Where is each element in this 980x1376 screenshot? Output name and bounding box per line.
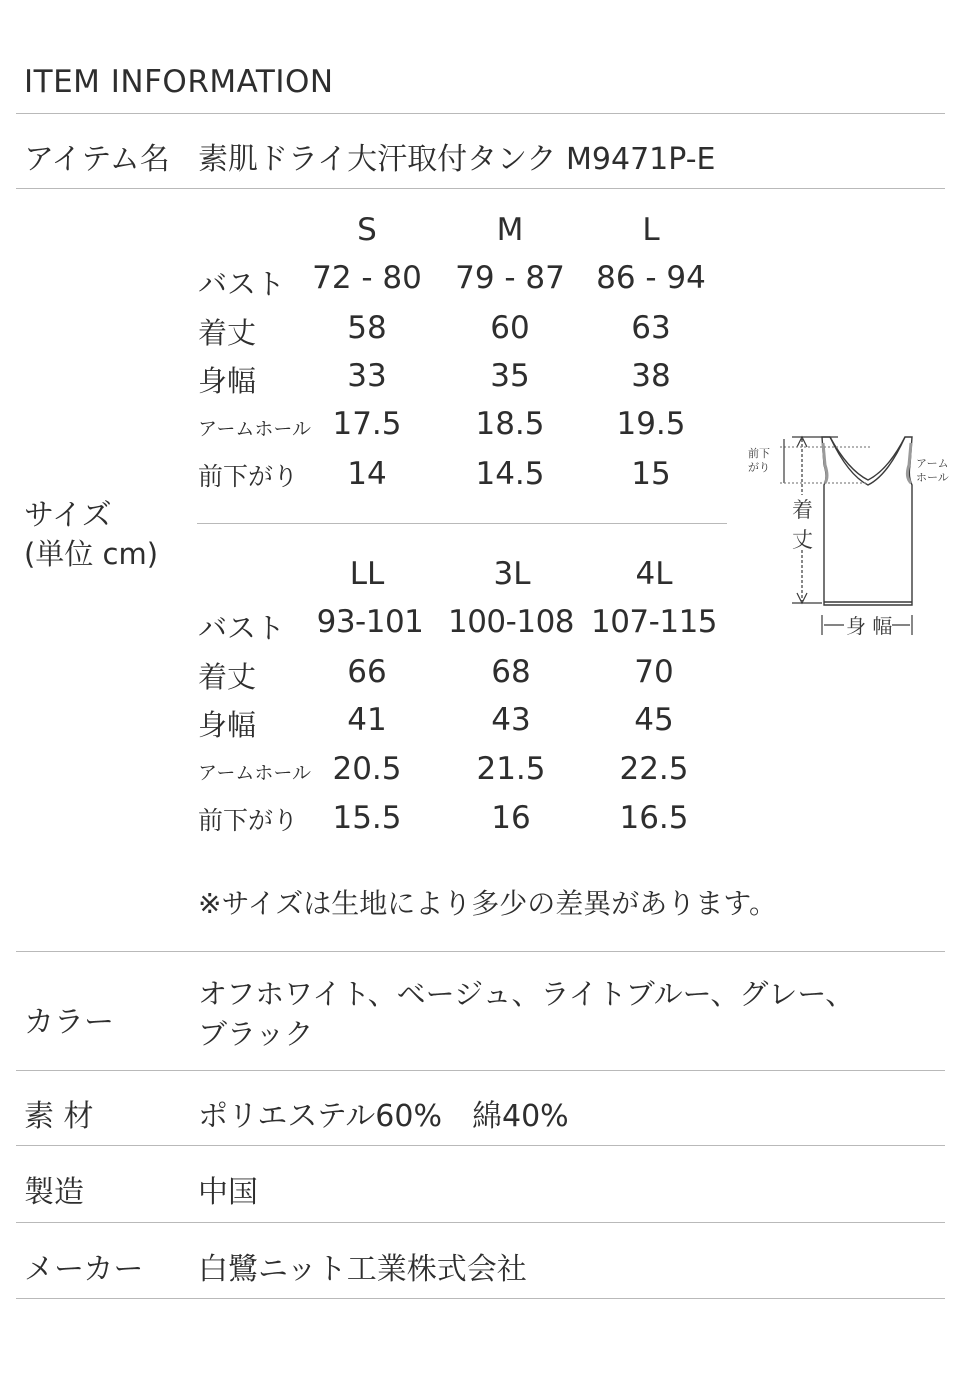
table-cell: 45 xyxy=(634,702,674,738)
size-header: 4L xyxy=(635,556,673,592)
row-label-front-drop: 前下がり xyxy=(198,806,299,835)
divider xyxy=(16,1222,945,1223)
diagram-front-drop-label: がり xyxy=(748,461,770,474)
size-header: L xyxy=(642,212,660,248)
size-note: ※サイズは生地により多少の差異があります。 xyxy=(198,887,777,920)
table-cell: 41 xyxy=(347,702,387,738)
table-cell: 20.5 xyxy=(332,751,402,787)
divider xyxy=(16,1298,945,1299)
tank-top-outline xyxy=(822,437,912,605)
row-label-length: 着丈 xyxy=(198,316,257,350)
diagram-length-label: 丈 xyxy=(792,528,813,552)
table-cell: 21.5 xyxy=(476,751,546,787)
row-label-bust: バスト xyxy=(198,267,286,301)
size-header: M xyxy=(496,212,524,248)
table-cell: 72 - 80 xyxy=(312,260,422,296)
row-label-armhole: アームホール xyxy=(198,418,312,440)
diagram-armhole-label: ホール xyxy=(916,471,949,484)
table-cell: 38 xyxy=(631,358,671,394)
table-cell: 33 xyxy=(347,358,387,394)
table-cell: 22.5 xyxy=(619,751,689,787)
table-cell: 16.5 xyxy=(619,800,689,836)
material-label: 素 材 xyxy=(24,1099,94,1134)
item-name-value: 素肌ドライ大汗取付タンク M9471P-E xyxy=(198,142,716,177)
divider xyxy=(16,1145,945,1146)
row-label-front-drop: 前下がり xyxy=(198,462,299,491)
table-cell: 15 xyxy=(631,456,671,492)
size-header: LL xyxy=(349,556,385,592)
table-cell: 100-108 xyxy=(447,604,575,640)
table-cell: 107-115 xyxy=(590,604,718,640)
maker-label: メーカー xyxy=(24,1252,144,1287)
color-value: ブラック xyxy=(198,1017,314,1051)
table-cell: 79 - 87 xyxy=(455,260,565,296)
table-cell: 58 xyxy=(347,310,387,346)
table-cell: 60 xyxy=(490,310,530,346)
table-cell: 35 xyxy=(490,358,530,394)
diagram-armhole-label: アーム xyxy=(916,457,949,470)
table-cell: 63 xyxy=(631,310,671,346)
size-label: サイズ xyxy=(24,498,112,533)
size-header: 3L xyxy=(493,556,531,592)
table-cell: 16 xyxy=(491,800,531,836)
table-divider xyxy=(197,523,727,524)
size-unit-label: (単位 cm) xyxy=(24,537,159,571)
table-cell: 68 xyxy=(491,654,531,690)
row-label-bust: バスト xyxy=(198,611,286,645)
divider xyxy=(16,113,945,114)
diagram-width-label: 身 幅 xyxy=(846,614,893,638)
table-cell: 93-101 xyxy=(316,604,424,640)
table-cell: 66 xyxy=(347,654,387,690)
material-value: ポリエステル60% 綿40% xyxy=(198,1099,569,1134)
divider xyxy=(16,1070,945,1071)
tank-top-diagram xyxy=(740,425,960,665)
table-cell: 19.5 xyxy=(616,406,686,442)
manufacture-label: 製造 xyxy=(24,1175,84,1210)
table-cell: 70 xyxy=(634,654,674,690)
color-value: オフホワイト、ベージュ、ライトブルー、グレー、 xyxy=(198,977,855,1011)
table-cell: 18.5 xyxy=(475,406,545,442)
maker-value: 白鷺ニット工業株式会社 xyxy=(198,1252,527,1287)
row-label-width: 身幅 xyxy=(198,708,257,742)
divider xyxy=(16,188,945,189)
diagram-length-label: 着 xyxy=(792,498,813,522)
diagram-front-drop-label: 前下 xyxy=(748,447,770,460)
manufacture-value: 中国 xyxy=(198,1175,258,1210)
divider xyxy=(16,951,945,952)
table-cell: 86 - 94 xyxy=(596,260,706,296)
table-cell: 15.5 xyxy=(332,800,402,836)
table-cell: 14.5 xyxy=(475,456,545,492)
row-label-armhole: アームホール xyxy=(198,762,312,784)
table-cell: 43 xyxy=(491,702,531,738)
size-header: S xyxy=(357,212,377,248)
item-name-label: アイテム名 xyxy=(24,142,170,177)
table-cell: 17.5 xyxy=(332,406,402,442)
color-label: カラー xyxy=(24,1005,114,1040)
section-title: ITEM INFORMATION xyxy=(24,64,334,100)
row-label-width: 身幅 xyxy=(198,364,257,398)
table-cell: 14 xyxy=(347,456,387,492)
row-label-length: 着丈 xyxy=(198,660,257,694)
